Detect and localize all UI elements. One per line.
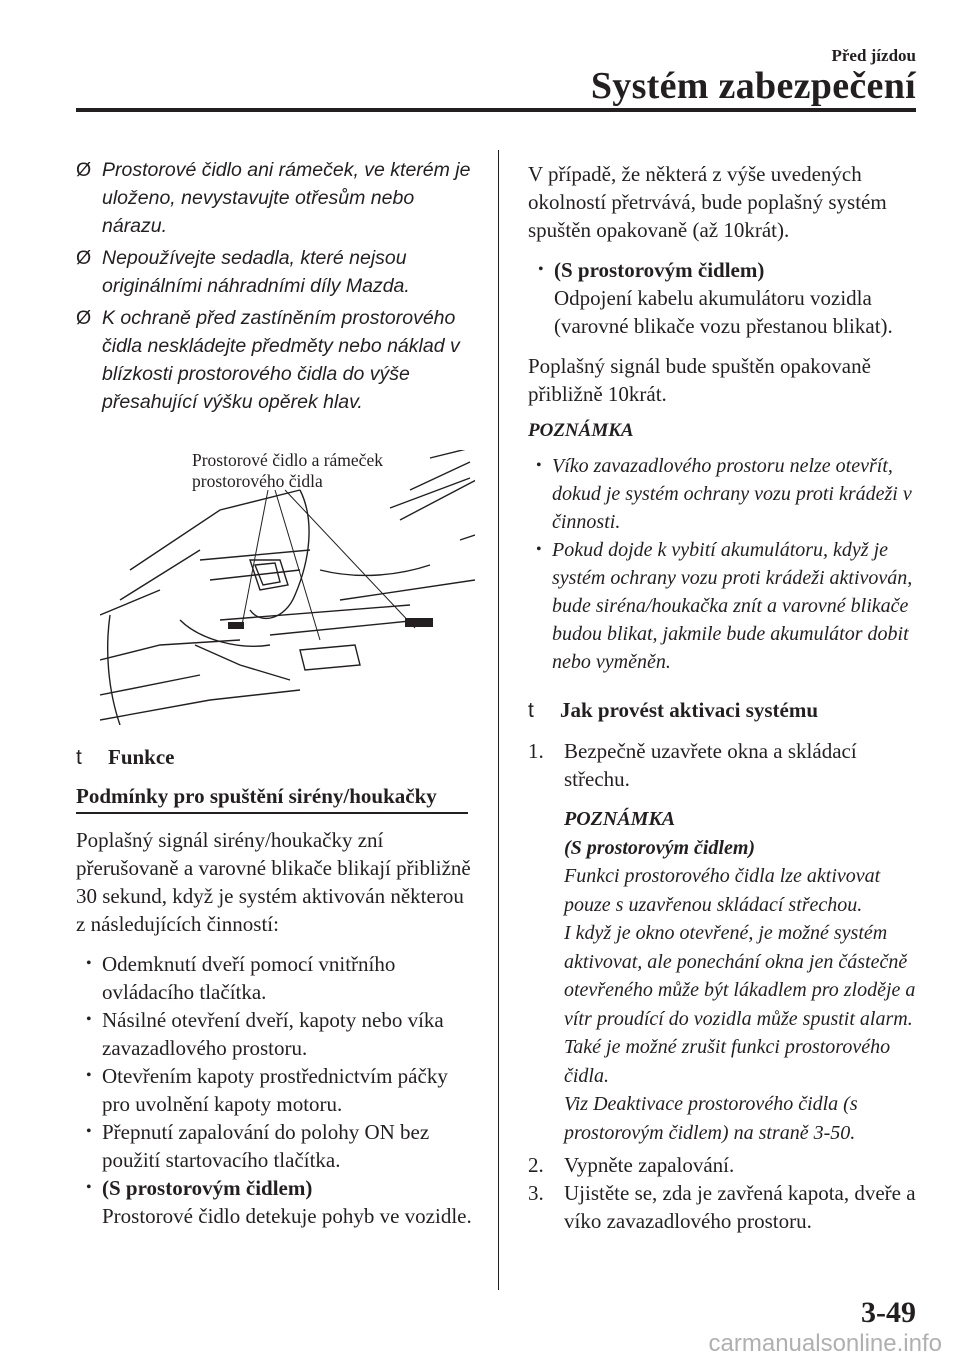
note-item: • Pokud dojde k vybití akumulátoru, když je systém ochrany vozu proti krádeži aktivován, bude siréna/houkačka znít a varovné blikače budou blikat, jakmile bude akumulátor dobit nebo vyměněn. — [536, 536, 920, 676]
list-item: • Přepnutí zapalování do polohy ON bez použití startovacího tlačítka. — [86, 1120, 430, 1172]
sensor-illustration — [100, 450, 475, 725]
section-heading: t Jak provést aktivaci systému — [528, 698, 819, 722]
arrow-marker-icon: Ø — [76, 247, 92, 269]
step-item: 3. Ujistěte se, zda je zavřená kapota, dveře a víko zavazadlového prostoru. — [528, 1181, 916, 1233]
list-item: • Odemknutí dveří pomocí vnitřního ovládacího tlačítka. — [86, 952, 396, 1004]
section-label: Před jízdou — [831, 46, 916, 65]
right-column — [528, 160, 920, 1235]
paragraph: V případě, že některá z výše uvedených okolností přetrvává, bude poplašný systém spuštěn opakovaně (až 10krát). — [528, 162, 887, 242]
bullet-icon: • — [538, 261, 544, 278]
page-title: Systém zabezpečení — [590, 65, 916, 107]
intro-paragraph: Poplašný signál sirény/houkačky zní přerušovaně a varovné blikače blikají přibližně 30 sekund, když je systém aktivován některou z následujících činností: — [76, 828, 471, 936]
bullet-icon: • — [86, 1011, 92, 1028]
paragraph: Poplašný signál bude spuštěn opakovaně přibližně 10krát. — [528, 354, 871, 406]
caution-item: Ø K ochraně před zastíněním prostorového čidla neskládejte předměty nebo náklad v blízkosti prostorového čidla do výše přesahující výšku opěrek hlav. — [76, 304, 476, 416]
arrow-marker-icon: Ø — [76, 307, 92, 329]
note-item: • Víko zavazadlového prostoru nelze otevřít, dokud je systém ochrany vozu proti krádeži v činnosti. — [536, 452, 920, 536]
bullet-icon: • — [536, 457, 542, 474]
bullet-icon: • — [536, 541, 542, 558]
list-item: • (S prostorovým čidlem) Odpojení kabelu akumulátoru vozidla (varovné blikače vozu přestanou blikat). — [538, 258, 893, 338]
caution-item: Ø Prostorové čidlo ani rámeček, ve kterém je uloženo, nevystavujte otřesům nebo nárazu. — [76, 156, 476, 240]
note-heading: POZNÁMKA — [528, 420, 634, 441]
header-rule — [76, 108, 916, 112]
section-marker-icon: t — [76, 745, 82, 769]
caution-item: Ø Nepoužívejte sedadla, které nejsou originálními náhradními díly Mazda. — [76, 244, 476, 300]
page-number: 3-49 — [861, 1296, 916, 1329]
list-item: • Násilné otevření dveří, kapoty nebo víka zavazadlového prostoru. — [86, 1008, 444, 1060]
left-column — [76, 156, 476, 1230]
step-item: 1. Bezpečně uzavřete okna a skládací střechu. — [528, 739, 857, 791]
bullet-icon: • — [86, 955, 92, 972]
bullet-icon: • — [86, 1123, 92, 1140]
arrow-marker-icon: Ø — [76, 159, 92, 181]
figure-label: Prostorové čidlo a rámeček prostorového čidla — [192, 450, 383, 491]
watermark: carmanualsonline.info — [708, 1330, 942, 1357]
list-item: • Otevřením kapoty prostřednictvím páčky pro uvolnění kapoty motoru. — [86, 1064, 448, 1116]
list-item: • (S prostorovým čidlem) Prostorové čidlo detekuje pohyb ve vozidle. — [86, 1176, 472, 1228]
step-note: POZNÁMKA (S prostorovým čidlem) Funkci prostorového čidla lze aktivovat pouze s uzavřenou skládací střechou. I když je okno otevřené, je možné systém aktivovat, ale ponechání okna jen částečně otevřeného může být lákadlem pro zloděje a vítr proudící do vozidla může spustit alarm. Také je možné zrušit funkci prostorového čidla. Viz Deaktivace prostorového čidla (s prostorovým čidlem) na straně 3-50. — [564, 808, 916, 1144]
section-heading: t Funkce — [76, 745, 175, 769]
bullet-icon: • — [86, 1067, 92, 1084]
subheading: Podmínky pro spuštění sirény/houkačky — [76, 784, 468, 814]
section-marker-icon: t — [528, 698, 534, 722]
bullet-icon: • — [86, 1179, 92, 1196]
column-divider — [498, 150, 499, 1290]
step-item: 2. Vypněte zapalování. — [528, 1153, 735, 1177]
